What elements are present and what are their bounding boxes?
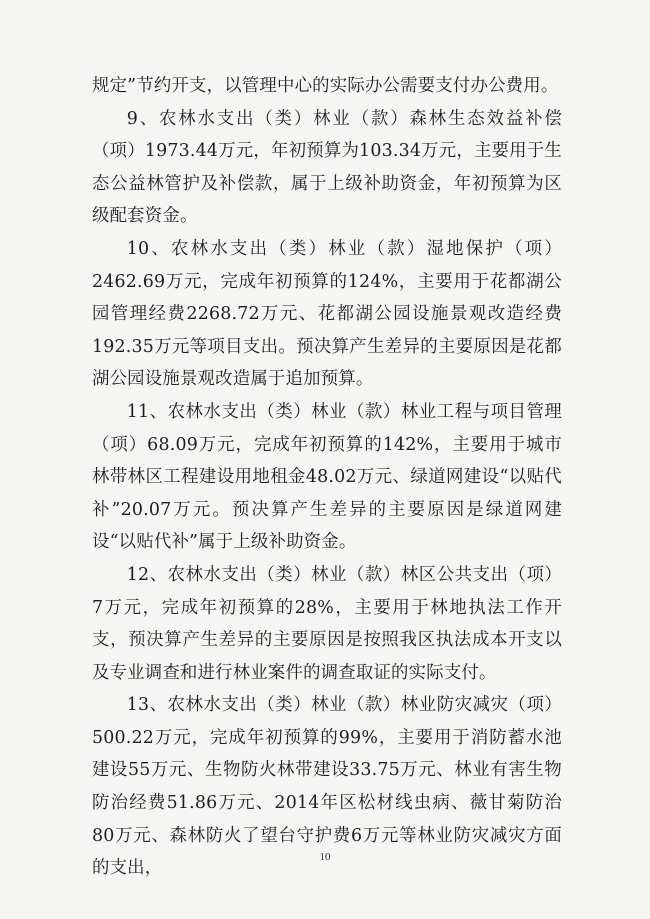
paragraph-item-11: 11、农林水支出（类）林业（款）林业工程与项目管理（项）68.09万元，完成年初预算的142%，主要用于城市林带林区工程建设用地租金48.02万元、绿道网建设“以贴代补”20.07万元。预决算产生差异的主要原因是绿道网建设“以贴代补”属于上级补助资金。 xyxy=(92,401,562,553)
body-text xyxy=(92,70,562,885)
page-number: 10 xyxy=(319,851,331,863)
paragraph-item-9: 9、农林水支出（类）林业（款）森林生态效益补偿（项）1973.44万元，年初预算为103.34万元，主要用于生态公益林管护及补偿款，属于上级补助资金，年初预算为区级配套资金。 xyxy=(92,108,562,227)
paragraph-continuation: 规定”节约开支，以管理中心的实际办公需要支付办公费用。 xyxy=(92,76,559,96)
paragraph-item-12: 12、农林水支出（类）林业（款）林区公共支出（项）7万元，完成年初预算的28%，主要用于林地执法工作开支，预决算产生差异的主要原因是按照我区执法成本开支以及专业调查和进行林业案件的调查取证的实际支付。 xyxy=(92,564,562,683)
paragraph-item-10: 10、农林水支出（类）林业（款）湿地保护（项）2462.69万元，完成年初预算的124%，主要用于花都湖公园管理经费2268.72万元、花都湖公园设施景观改造经费192.35万元等项目支出。预决算产生差异的主要原因是花都湖公园设施景观改造属于追加预算。 xyxy=(92,238,562,390)
paragraph-item-13: 13、农林水支出（类）林业（款）林业防灾减灾（项）500.22万元，完成年初预算的99%，主要用于消防蓄水池建设55万元、生物防火林带建设33.75万元、林业有害生物防治经费51.86万元、2014年区松材线虫病、薇甘菊防治80万元、森林防火了望台守护费6万元等林业防灾减灾方面的支出， xyxy=(92,695,562,879)
